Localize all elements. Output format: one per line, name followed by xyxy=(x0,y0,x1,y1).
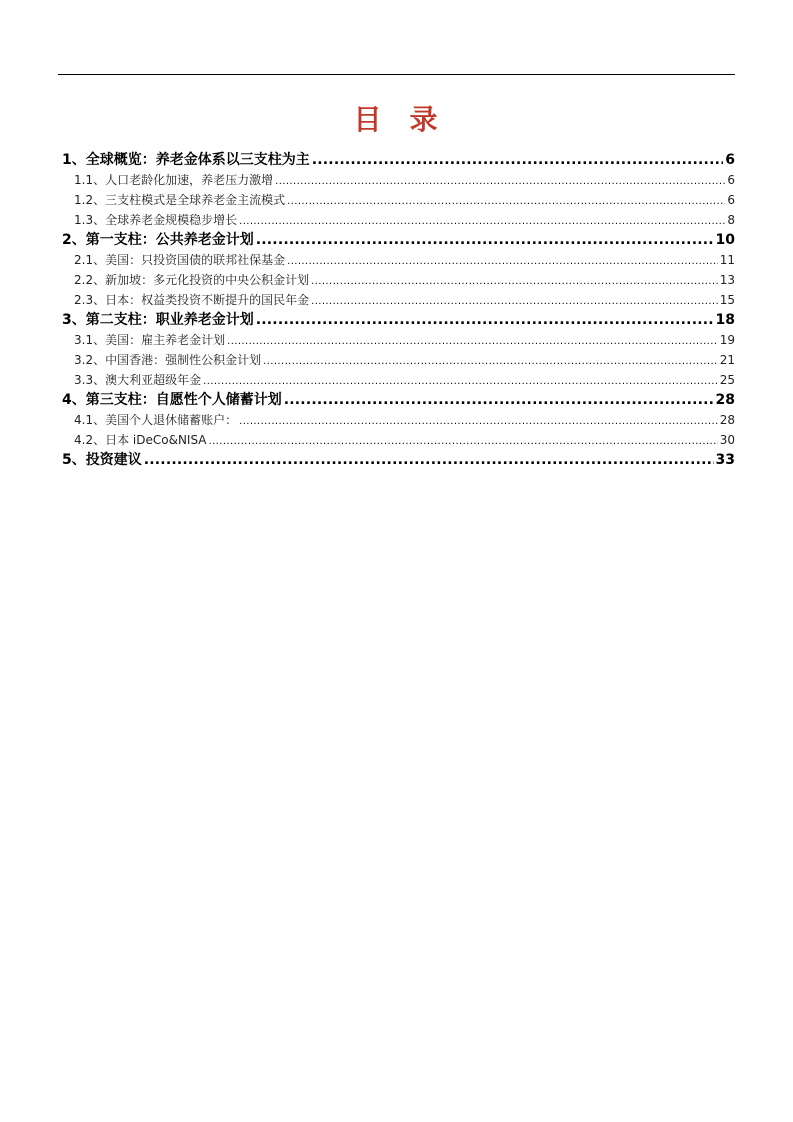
toc-leader-dots xyxy=(203,370,718,392)
toc-leader-dots xyxy=(239,410,718,432)
toc-leader-dots xyxy=(239,210,725,232)
toc-entry-number: 4.1、 xyxy=(74,413,106,427)
title-char-1: 目 xyxy=(353,103,384,136)
toc-entry-number: 1.2、 xyxy=(74,193,106,207)
toc-entry-label: 投资建议 xyxy=(85,452,142,468)
toc-entry-label: 三支柱模式是全球养老金主流模式 xyxy=(105,193,286,207)
toc-entry-page: 33 xyxy=(715,452,735,468)
toc-entry-page: 21 xyxy=(719,353,735,367)
toc-entry-label: 美国：只投资国债的联邦社保基金 xyxy=(105,253,286,267)
toc-entry-number: 2.1、 xyxy=(74,253,106,267)
toc-leader-dots xyxy=(263,350,718,372)
toc-entry-number: 3.1、 xyxy=(74,333,106,347)
toc-leader-dots xyxy=(311,270,718,292)
toc-entry-label: 美国个人退休储蓄账户： xyxy=(105,413,238,427)
toc-entry-3[interactable] xyxy=(58,310,735,330)
toc-entry-page: 11 xyxy=(719,253,735,267)
toc-entry-2-1[interactable] xyxy=(58,250,735,270)
toc-entry-page: 6 xyxy=(727,173,735,187)
toc-entry-page: 13 xyxy=(719,273,735,287)
toc-entry-label: 美国：雇主养老金计划 xyxy=(105,333,226,347)
toc-leader-dots xyxy=(287,250,718,272)
toc-entry-page: 25 xyxy=(719,373,735,387)
toc-entry-page: 28 xyxy=(719,413,735,427)
toc-entry-5[interactable] xyxy=(58,450,735,470)
toc-entry-page: 8 xyxy=(727,213,735,227)
toc-entry-label: 人口老龄化加速，养老压力激增 xyxy=(105,173,274,187)
toc-entry-page: 28 xyxy=(715,392,735,408)
toc-entry-page: 18 xyxy=(715,312,735,328)
toc-leader-dots xyxy=(256,230,714,250)
toc-leader-dots xyxy=(275,170,725,192)
toc-entry-label: 新加坡：多元化投资的中央公积金计划 xyxy=(105,273,310,287)
table-of-contents xyxy=(58,150,735,470)
toc-entry-label: 全球概览：养老金体系以三支柱为主 xyxy=(85,152,310,168)
toc-leader-dots xyxy=(287,190,725,212)
toc-entry-page: 6 xyxy=(727,193,735,207)
toc-entry-1-3[interactable] xyxy=(58,210,735,230)
toc-entry-3-1[interactable] xyxy=(58,330,735,350)
title-char-2: 录 xyxy=(409,103,440,136)
toc-entry-2-2[interactable] xyxy=(58,270,735,290)
toc-entry-1-1[interactable] xyxy=(58,170,735,190)
toc-entry-number: 3、 xyxy=(62,312,86,328)
toc-leader-dots xyxy=(311,290,718,312)
toc-entry-label: 中国香港：强制性公积金计划 xyxy=(105,353,262,367)
toc-leader-dots xyxy=(209,430,718,452)
header-divider xyxy=(58,74,735,75)
toc-entry-1[interactable] xyxy=(58,150,735,170)
toc-entry-number: 3.2、 xyxy=(74,353,106,367)
toc-entry-number: 1.3、 xyxy=(74,213,106,227)
toc-entry-page: 30 xyxy=(719,433,735,447)
toc-entry-4-1[interactable] xyxy=(58,410,735,430)
toc-leader-dots xyxy=(312,150,724,170)
toc-entry-3-3[interactable] xyxy=(58,370,735,390)
toc-entry-3-2[interactable] xyxy=(58,350,735,370)
toc-entry-number: 4.2、 xyxy=(74,433,106,447)
toc-entry-page: 6 xyxy=(725,152,735,168)
toc-entry-number: 1、 xyxy=(62,152,86,168)
toc-entry-2-3[interactable] xyxy=(58,290,735,310)
toc-entry-label: 第三支柱：自愿性个人储蓄计划 xyxy=(85,392,282,408)
toc-entry-1-2[interactable] xyxy=(58,190,735,210)
toc-leader-dots xyxy=(284,390,714,410)
toc-leader-dots xyxy=(227,330,718,352)
toc-entry-page: 19 xyxy=(719,333,735,347)
toc-entry-label: 澳大利亚超级年金 xyxy=(105,373,202,387)
toc-entry-page: 15 xyxy=(719,293,735,307)
toc-entry-label: 日本：权益类投资不断提升的国民年金 xyxy=(105,293,310,307)
toc-entry-number: 2.3、 xyxy=(74,293,106,307)
toc-leader-dots xyxy=(256,310,714,330)
toc-entry-number: 2.2、 xyxy=(74,273,106,287)
toc-entry-4-2[interactable] xyxy=(58,430,735,450)
page-title xyxy=(0,98,793,138)
toc-entry-4[interactable] xyxy=(58,390,735,410)
toc-entry-label: 第一支柱：公共养老金计划 xyxy=(85,232,254,248)
toc-entry-number: 4、 xyxy=(62,392,86,408)
toc-entry-number: 3.3、 xyxy=(74,373,106,387)
toc-entry-number: 1.1、 xyxy=(74,173,106,187)
toc-entry-2[interactable] xyxy=(58,230,735,250)
toc-entry-label: 日本 iDeCo&NISA xyxy=(105,433,207,447)
toc-entry-number: 5、 xyxy=(62,452,86,468)
toc-entry-number: 2、 xyxy=(62,232,86,248)
toc-entry-page: 10 xyxy=(715,232,735,248)
toc-entry-label: 全球养老金规模稳步增长 xyxy=(105,213,238,227)
toc-leader-dots xyxy=(144,450,714,470)
toc-entry-label: 第二支柱：职业养老金计划 xyxy=(85,312,254,328)
